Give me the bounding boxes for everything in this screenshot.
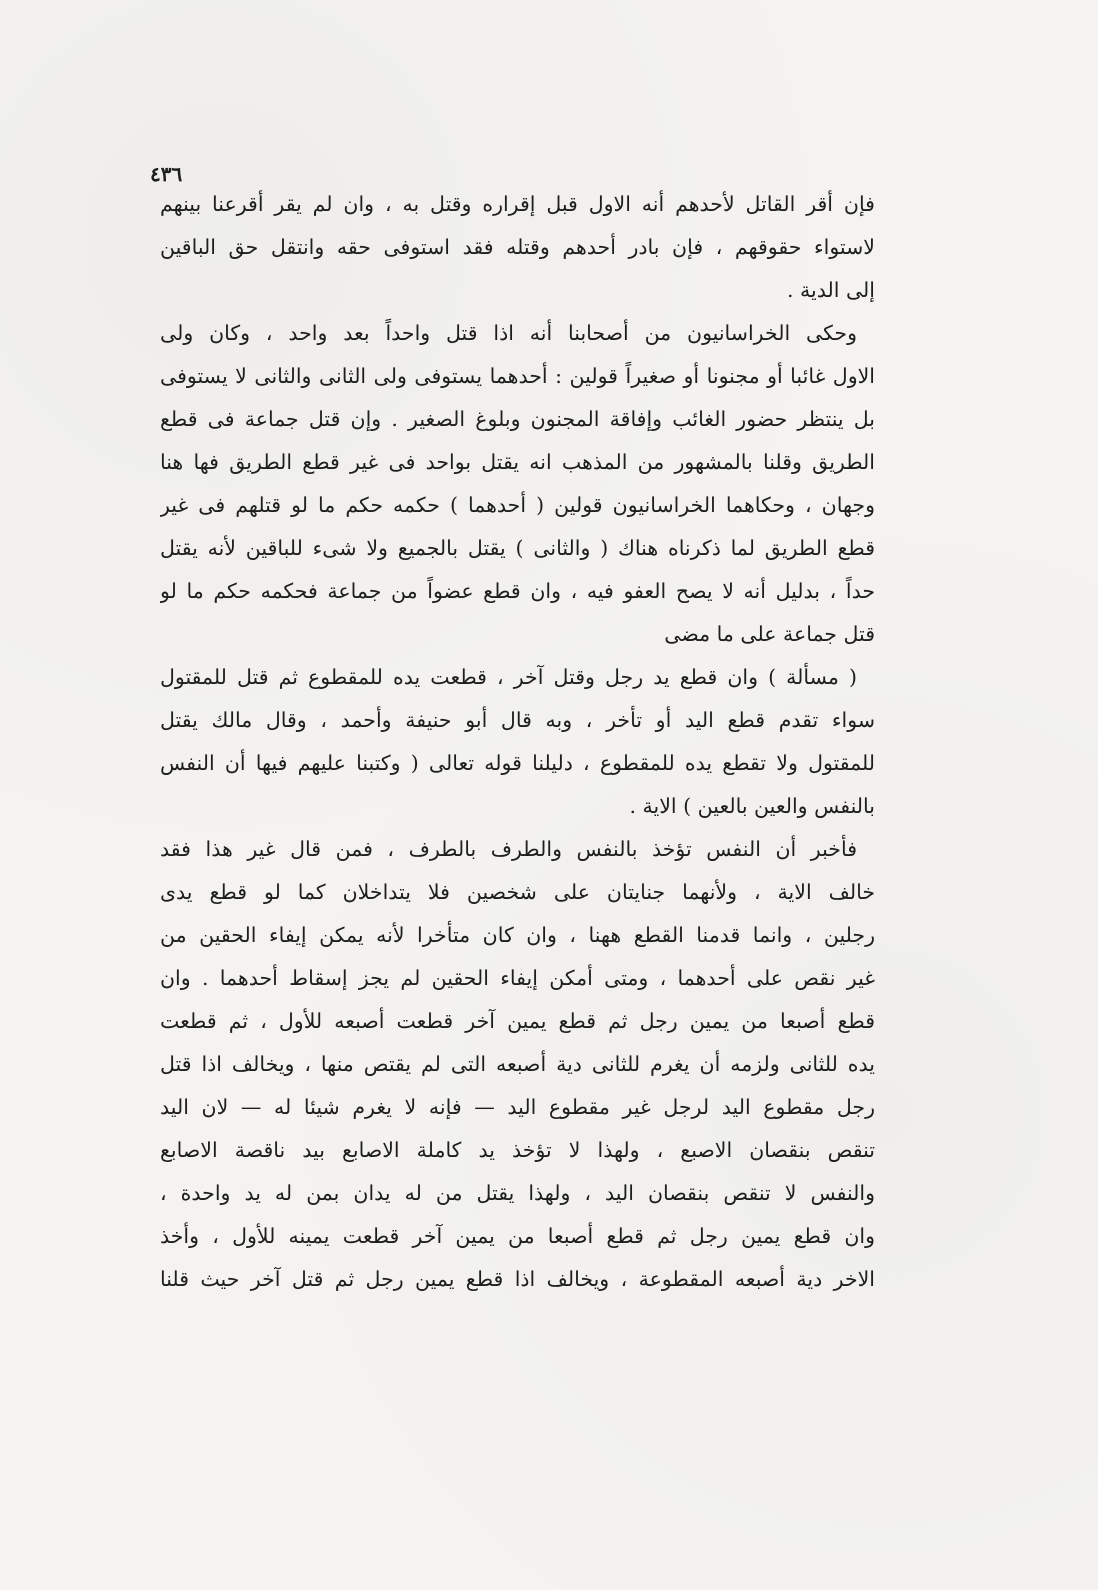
text-line: خالف الاية ، ولأنهما جنايتان على شخصين فلا يتداخلان كما لو قطع يدى — [160, 880, 875, 904]
text-line: الاخر دية أصبعه المقطوعة ، ويخالف اذا قطع يمين رجل ثم قتل آخر حيث قلنا — [160, 1267, 875, 1291]
text-line: يده للثانى ولزمه أن يغرم للثانى دية أصبعه التى لم يقتص منها ، ويخالف اذا قتل — [160, 1052, 875, 1076]
text-line: وجهان ، وحكاهما الخراسانيون قولين ( أحدهما ) حكمه حكم ما لو قتلهم فى غير — [160, 493, 875, 517]
text-line: وحكى الخراسانيون من أصحابنا أنه اذا قتل واحداً بعد واحد ، وكان ولى — [160, 321, 857, 345]
text-line: قطع الطريق لما ذكرناه هناك ( والثانى ) يقتل بالجميع ولا شىء للباقين لأنه يقتل — [160, 536, 875, 560]
body-text — [160, 183, 875, 1301]
text-line: بل ينتظر حضور الغائب وإفاقة المجنون وبلوغ الصغير . وإن قتل جماعة فى قطع — [160, 407, 875, 431]
text-line: رجل مقطوع اليد لرجل غير مقطوع اليد — فإنه لا يغرم شيئا له — لان اليد — [160, 1095, 875, 1119]
text-line: إلى الدية . — [787, 278, 875, 302]
text-line: حداً ، بدليل أنه لا يصح العفو فيه ، وان قطع عضواً من جماعة فحكمه حكم ما لو — [160, 579, 875, 603]
text-line: سواء تقدم قطع اليد أو تأخر ، وبه قال أبو حنيفة وأحمد ، وقال مالك يقتل — [160, 708, 875, 732]
text-line: للمقتول ولا تقطع يده للمقطوع ، دليلنا قوله تعالى ( وكتبنا عليهم فيها أن النفس — [160, 751, 875, 775]
text-line: فإن أقر القاتل لأحدهم أنه الاول قبل إقراره وقتل به ، وان لم يقر أقرعنا بينهم — [160, 192, 875, 216]
text-line: تنقص بنقصان الاصبع ، ولهذا لا تؤخذ يد كاملة الاصابع بيد ناقصة الاصابع — [160, 1138, 875, 1162]
text-line: قتل جماعة على ما مضى — [664, 622, 875, 646]
text-line: الطريق وقلنا بالمشهور من المذهب انه يقتل بواحد فى غير قطع الطريق فها هنا — [160, 450, 875, 474]
text-line: غير نقص على أحدهما ، ومتى أمكن إيفاء الحقين لم يجز إسقاط أحدهما . وان — [160, 966, 875, 990]
text-line: الاول غائبا أو مجنونا أو صغيراً قولين : أحدهما يستوفى ولى الثانى والثانى لا يستوفى — [160, 364, 875, 388]
text-line: قطع أصبعا من يمين رجل ثم قطع يمين آخر قطعت أصبعه للأول ، ثم قطعت — [160, 1009, 875, 1033]
text-line: فأخبر أن النفس تؤخذ بالنفس والطرف بالطرف ، فمن قال غير هذا فقد — [160, 837, 857, 861]
text-line: لاستواء حقوقهم ، فإن بادر أحدهم وقتله فقد استوفى حقه وانتقل حق الباقين — [160, 235, 875, 259]
text-line: وان قطع يمين رجل ثم قطع أصبعا من يمين آخر قطعت يمينه للأول ، وأخذ — [160, 1224, 875, 1248]
text-line: ( مسألة ) وان قطع يد رجل وقتل آخر ، قطعت يده للمقطوع ثم قتل للمقتول — [160, 665, 857, 689]
text-line: رجلين ، وانما قدمنا القطع ههنا ، وان كان متأخرا لأنه يمكن إيفاء الحقين من — [160, 923, 875, 947]
page-number: ٤٣٦ — [150, 162, 183, 186]
text-line: والنفس لا تنقص بنقصان اليد ، ولهذا يقتل من له يدان بمن له يد واحدة ، — [160, 1181, 875, 1205]
text-line: بالنفس والعين بالعين ) الاية . — [629, 794, 875, 818]
